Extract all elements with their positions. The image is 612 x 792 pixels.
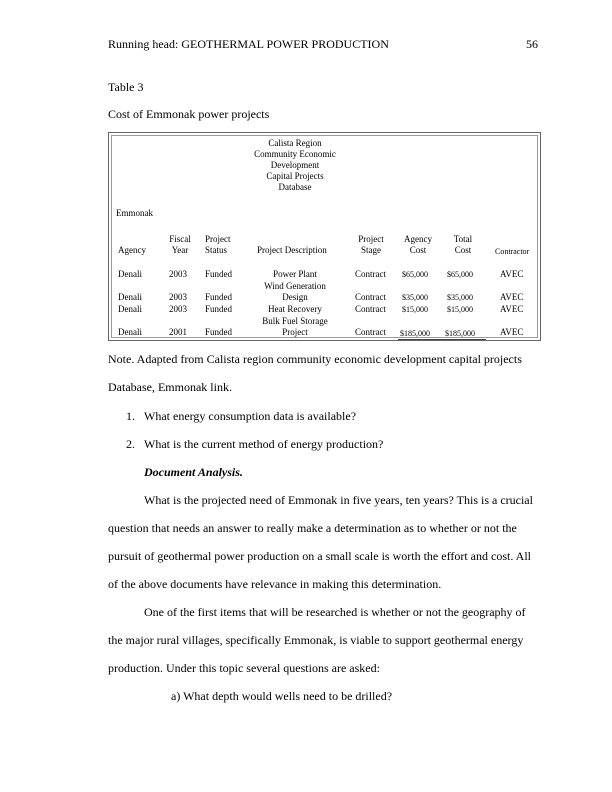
cell-total-cost: $35,000 (447, 293, 473, 302)
cell-contractor: AVEC (500, 269, 524, 279)
page-number: 56 (526, 37, 538, 51)
table-caption-line: Capital Projects (266, 171, 324, 181)
list-number: 1. (126, 409, 135, 423)
table-region-label: Emmonak (116, 208, 153, 218)
cell-status: Funded (205, 327, 232, 337)
cell-description: Bulk Fuel Storage (262, 316, 328, 326)
cell-agency-cost: $65,000 (402, 270, 428, 279)
col-header-agency-cost-2: Cost (409, 245, 427, 255)
cell-description: Power Plant (273, 269, 317, 279)
sub-question: a) What depth would wells need to be drilled? (171, 689, 393, 703)
cell-agency: Denali (118, 304, 142, 314)
paragraph-line: pursuit of geothermal power production on a small scale is worth the effort and cost. All (108, 549, 532, 563)
col-header-total-cost-2: Cost (454, 245, 472, 255)
table-title: Cost of Emmonak power projects (108, 107, 270, 121)
cell-stage: Contract (355, 327, 386, 337)
table-caption-line: Development (270, 160, 320, 170)
col-header-fiscal: Fiscal (169, 234, 191, 244)
cell-agency: Denali (118, 327, 142, 337)
col-header-contractor: Contractor (495, 247, 530, 256)
cell-status: Funded (205, 304, 232, 314)
cell-stage: Contract (355, 304, 386, 314)
table-caption-line: Database (278, 182, 312, 192)
paragraph-line: One of the first items that will be researched is whether or not the geography of (144, 605, 526, 619)
cell-year: 2003 (169, 292, 187, 302)
cell-agency: Denali (118, 269, 142, 279)
cell-description: Wind Generation (264, 281, 326, 291)
col-header-status: Status (205, 245, 228, 255)
running-head: Running head: GEOTHERMAL POWER PRODUCTION (108, 37, 389, 51)
cell-status: Funded (205, 292, 232, 302)
paragraph-line: question that needs an answer to really make a determination as to whether or not the (108, 521, 517, 535)
section-heading: Document Analysis. (144, 465, 243, 479)
cell-total-cost: $185,000 (445, 329, 475, 338)
table-note-line: Database, Emmonak link. (108, 380, 232, 394)
cell-contractor: AVEC (500, 327, 524, 337)
col-header-description: Project Description (257, 245, 327, 255)
cell-description: Project (282, 327, 308, 337)
col-header-agency-cost-1: Agency (404, 234, 432, 244)
col-header-year: Year (171, 245, 189, 255)
col-header-stage: Stage (361, 245, 381, 255)
table-note-line: Note. Adapted from Calista region community economic development capital projects (108, 352, 522, 366)
col-header-agency: Agency (118, 245, 146, 255)
list-number: 2. (126, 437, 135, 451)
table-caption-line: Calista Region (268, 138, 322, 148)
cell-description: Heat Recovery (268, 304, 322, 314)
paragraph-line: What is the projected need of Emmonak in five years, ten years? This is a crucial (144, 493, 533, 507)
paragraph-line: production. Under this topic several questions are asked: (108, 661, 380, 675)
cell-agency-cost: $185,000 (400, 329, 430, 338)
cell-agency-cost: $15,000 (402, 305, 428, 314)
cell-agency-cost: $35,000 (402, 293, 428, 302)
cell-year: 2001 (169, 327, 187, 337)
cell-stage: Contract (355, 292, 386, 302)
cell-total-cost: $65,000 (447, 270, 473, 279)
cell-year: 2003 (169, 269, 187, 279)
list-item: What is the current method of energy production? (144, 437, 384, 451)
cell-stage: Contract (355, 269, 386, 279)
table-caption-line: Community Economic (254, 149, 336, 159)
cell-total-cost: $15,000 (447, 305, 473, 314)
list-item: What energy consumption data is available? (144, 409, 357, 423)
cell-contractor: AVEC (500, 292, 524, 302)
cell-contractor: AVEC (500, 304, 524, 314)
table-label: Table 3 (108, 80, 144, 94)
cell-description: Design (282, 292, 308, 302)
cell-status: Funded (205, 269, 232, 279)
col-header-project: Project (205, 234, 231, 244)
paragraph-line: the major rural villages, specifically Emmonak, is viable to support geothermal energy (108, 633, 524, 647)
cell-agency: Denali (118, 292, 142, 302)
paragraph-line: of the above documents have relevance in making this determination. (108, 577, 442, 591)
cost-underline (398, 339, 486, 340)
col-header-total-cost-1: Total (453, 234, 473, 244)
col-header-project-2: Project (358, 234, 384, 244)
cell-year: 2003 (169, 304, 187, 314)
